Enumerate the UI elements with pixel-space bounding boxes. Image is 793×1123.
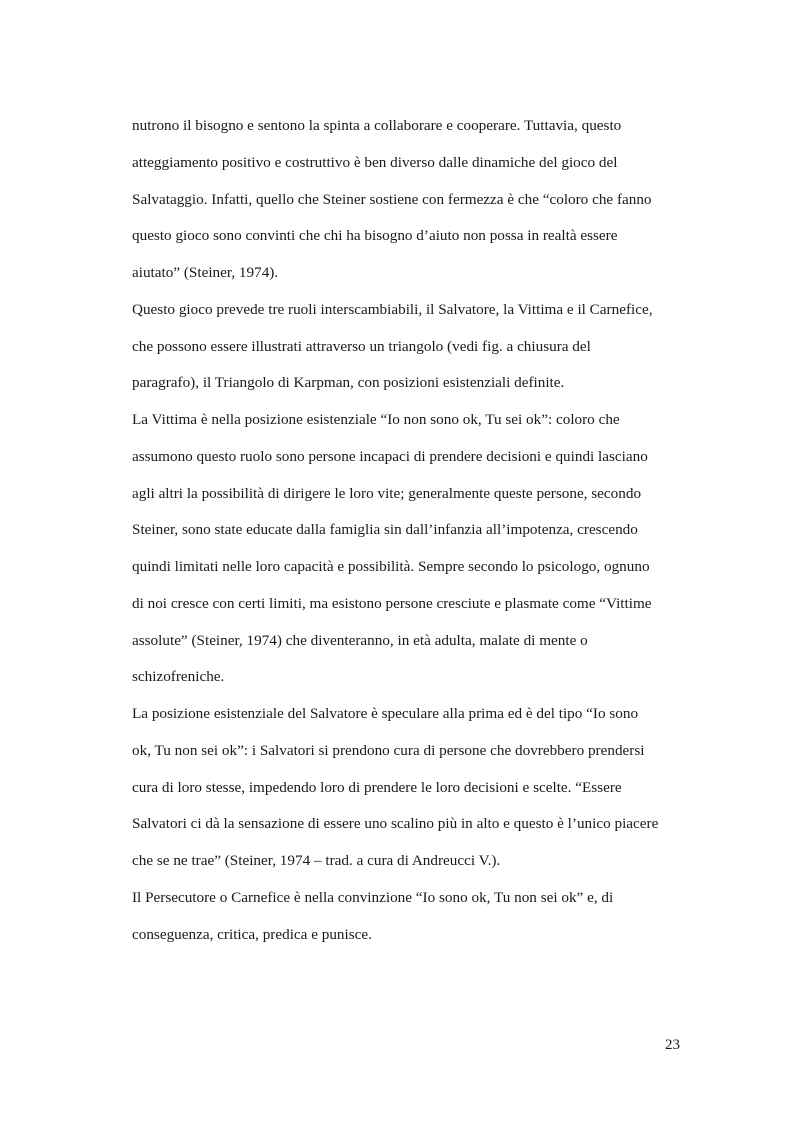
text-line: Questo gioco prevede tre ruoli interscambiabili, il Salvatore, la Vittima e il Carnefice, <box>132 300 653 318</box>
text-line: cura di loro stesse, impedendo loro di prendere le loro decisioni e scelte. “Essere <box>132 778 622 796</box>
text-line: La posizione esistenziale del Salvatore è speculare alla prima ed è del tipo “Io sono <box>132 705 639 722</box>
text-line: assumono questo ruolo sono persone incapaci di prendere decisioni e quindi lasciano <box>132 447 648 465</box>
text-line: aiutato” (Steiner, 1974). <box>132 264 279 281</box>
text-line: schizofreniche. <box>132 668 225 686</box>
text-line: che se ne trae” (Steiner, 1974 – trad. a cura di Andreucci V.). <box>132 852 501 869</box>
text-line: assolute” (Steiner, 1974) che diventeranno, in età adulta, malate di mente o <box>132 631 588 649</box>
text-line: La Vittima è nella posizione esistenziale “Io non sono ok, Tu sei ok”: coloro che <box>132 411 620 428</box>
text-line: che possono essere illustrati attraverso un triangolo (vedi fig. a chiusura del <box>132 337 591 355</box>
text-line: questo gioco sono convinti che chi ha bisogno d’aiuto non possa in realtà essere <box>132 227 618 245</box>
text-line: Il Persecutore o Carnefice è nella convinzione “Io sono ok, Tu non sei ok” e, di <box>132 888 614 906</box>
text-line: quindi limitati nelle loro capacità e possibilità. Sempre secondo lo psicologo, ognuno <box>132 558 650 575</box>
text-line: atteggiamento positivo e costruttivo è ben diverso dalle dinamiche del gioco del <box>132 153 618 171</box>
text-line: Steiner, sono state educate dalla famiglia sin dall’infanzia all’impotenza, crescendo <box>132 521 638 539</box>
text-line: agli altri la possibilità di dirigere le loro vite; generalmente queste persone, secondo <box>132 484 642 502</box>
text-line: ok, Tu non sei ok”: i Salvatori si prendono cura di persone che dovrebbero prendersi <box>132 741 645 759</box>
text-line: Salvatori ci dà la sensazione di essere uno scalino più in alto e questo è l’unico piacere <box>132 815 659 833</box>
text-line: nutrono il bisogno e sentono la spinta a collaborare e cooperare. Tuttavia, questo <box>132 117 622 134</box>
text-line: Salvataggio. Infatti, quello che Steiner sostiene con fermezza è che “coloro che fanno <box>132 190 652 208</box>
page-number: 23 <box>665 1037 680 1053</box>
text-line: di noi cresce con certi limiti, ma esistono persone cresciute e plasmate come “Vittime <box>132 594 652 612</box>
text-line: conseguenza, critica, predica e punisce. <box>132 925 372 943</box>
text-line: paragrafo), il Triangolo di Karpman, con posizioni esistenziali definite. <box>132 374 565 392</box>
body-text <box>132 108 692 953</box>
